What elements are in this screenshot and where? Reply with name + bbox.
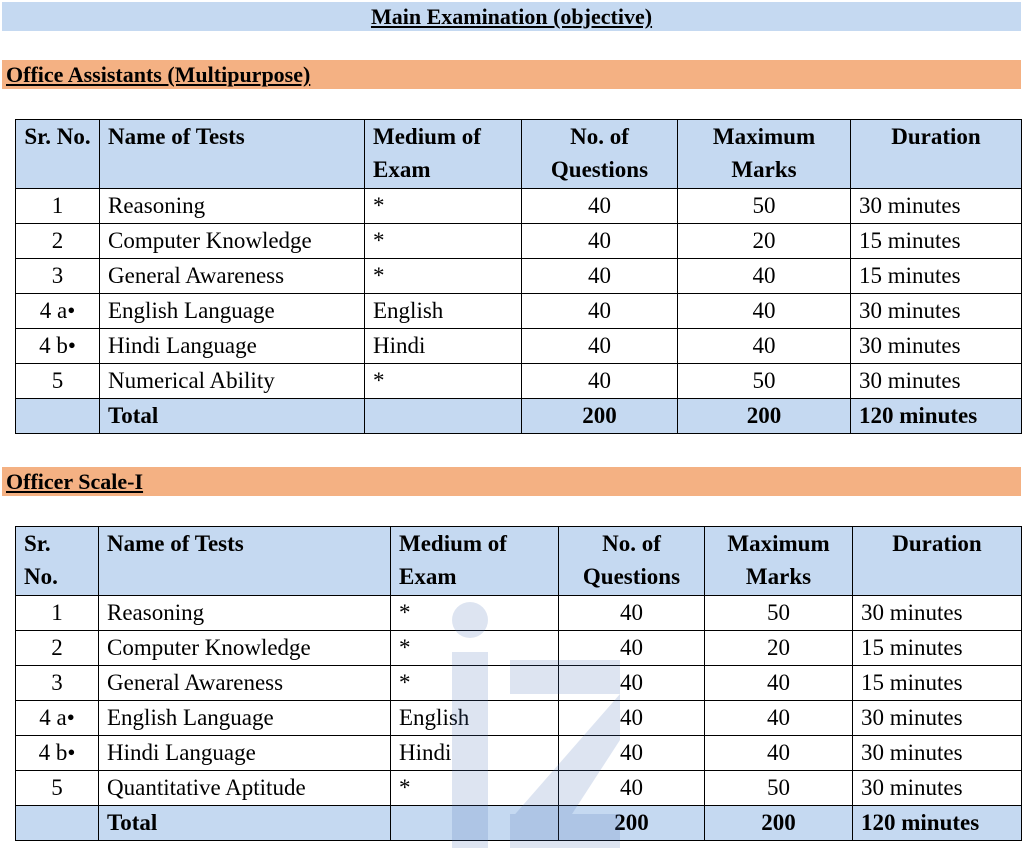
cell-test-name: Reasoning [100, 189, 365, 224]
header-medium-of-exam: Medium of Exam [365, 120, 522, 189]
cell-medium: * [365, 224, 522, 259]
total-label: Total [99, 806, 391, 841]
cell-duration: 30 minutes [853, 736, 1022, 771]
cell-marks: 20 [705, 631, 853, 666]
cell-marks: 50 [705, 596, 853, 631]
cell-test-name: Hindi Language [100, 329, 365, 364]
cell-questions: 40 [559, 736, 705, 771]
cell-sr-no: 4 b• [16, 736, 99, 771]
table-row [16, 736, 1022, 771]
cell-sr-no: 5 [16, 364, 100, 399]
total-marks: 200 [678, 399, 851, 434]
cell-medium: * [391, 666, 559, 701]
cell-test-name: Computer Knowledge [100, 224, 365, 259]
main-title [2, 2, 1021, 31]
total-row [16, 399, 1022, 434]
total-row [16, 806, 1022, 841]
cell-questions: 40 [559, 631, 705, 666]
cell-questions: 40 [559, 596, 705, 631]
cell-test-name: Quantitative Aptitude [99, 771, 391, 806]
cell-test-name: Reasoning [99, 596, 391, 631]
total-medium [365, 399, 522, 434]
total-sr-no [16, 399, 100, 434]
cell-sr-no: 4 a• [16, 294, 100, 329]
cell-duration: 30 minutes [853, 701, 1022, 736]
cell-test-name: English Language [100, 294, 365, 329]
cell-marks: 50 [678, 189, 851, 224]
cell-test-name: Numerical Ability [100, 364, 365, 399]
main-title-text: Main Examination (objective) [370, 4, 653, 29]
total-questions: 200 [559, 806, 705, 841]
cell-medium: * [391, 631, 559, 666]
cell-marks: 40 [705, 701, 853, 736]
header-name-of-tests: Name of Tests [100, 120, 365, 189]
cell-sr-no: 3 [16, 259, 100, 294]
cell-test-name: General Awareness [99, 666, 391, 701]
cell-sr-no: 2 [16, 224, 100, 259]
header-duration: Duration [853, 527, 1022, 596]
cell-questions: 40 [522, 259, 678, 294]
total-duration: 120 minutes [851, 399, 1022, 434]
office-assistants-table [15, 119, 1022, 434]
cell-test-name: Computer Knowledge [99, 631, 391, 666]
cell-sr-no: 4 a• [16, 701, 99, 736]
cell-test-name: General Awareness [100, 259, 365, 294]
table-row [16, 224, 1022, 259]
total-questions: 200 [522, 399, 678, 434]
cell-marks: 20 [678, 224, 851, 259]
header-duration: Duration [851, 120, 1022, 189]
section-title-officer-scale-1 [2, 467, 1021, 496]
header-no-of-questions: No. of Questions [559, 527, 705, 596]
cell-questions: 40 [522, 364, 678, 399]
section-title-text: Office Assistants (Multipurpose) [6, 62, 311, 87]
cell-sr-no: 4 b• [16, 329, 100, 364]
cell-test-name: Hindi Language [99, 736, 391, 771]
header-maximum-marks: Maximum Marks [678, 120, 851, 189]
cell-marks: 40 [678, 294, 851, 329]
header-sr-no: Sr. No. [16, 120, 100, 189]
section-title-office-assistants [2, 60, 1021, 89]
cell-duration: 30 minutes [853, 771, 1022, 806]
header-no-of-questions: No. of Questions [522, 120, 678, 189]
cell-marks: 40 [705, 736, 853, 771]
cell-medium: English [365, 294, 522, 329]
cell-duration: 30 minutes [851, 294, 1022, 329]
cell-duration: 30 minutes [851, 329, 1022, 364]
table-header-row [16, 120, 1022, 189]
table-row [16, 701, 1022, 736]
cell-duration: 30 minutes [851, 189, 1022, 224]
cell-duration: 15 minutes [853, 631, 1022, 666]
table-row [16, 771, 1022, 806]
total-label: Total [100, 399, 365, 434]
cell-marks: 40 [705, 666, 853, 701]
cell-sr-no: 1 [16, 189, 100, 224]
table-header-row [16, 527, 1022, 596]
cell-questions: 40 [559, 666, 705, 701]
table-row [16, 631, 1022, 666]
header-sr-no: Sr. No. [16, 527, 99, 596]
table-row [16, 666, 1022, 701]
cell-medium: * [391, 596, 559, 631]
cell-marks: 50 [705, 771, 853, 806]
cell-sr-no: 2 [16, 631, 99, 666]
cell-medium: * [365, 189, 522, 224]
cell-questions: 40 [522, 224, 678, 259]
header-name-of-tests: Name of Tests [99, 527, 391, 596]
cell-medium: Hindi [391, 736, 559, 771]
cell-duration: 15 minutes [851, 224, 1022, 259]
table-row [16, 596, 1022, 631]
cell-marks: 40 [678, 329, 851, 364]
header-medium-of-exam: Medium of Exam [391, 527, 559, 596]
table-row [16, 329, 1022, 364]
cell-questions: 40 [522, 329, 678, 364]
cell-medium: Hindi [365, 329, 522, 364]
cell-duration: 30 minutes [851, 364, 1022, 399]
cell-duration: 15 minutes [853, 666, 1022, 701]
cell-questions: 40 [559, 701, 705, 736]
table-row [16, 294, 1022, 329]
table-row [16, 259, 1022, 294]
cell-test-name: English Language [99, 701, 391, 736]
cell-questions: 40 [522, 189, 678, 224]
cell-duration: 15 minutes [851, 259, 1022, 294]
total-marks: 200 [705, 806, 853, 841]
section-title-text: Officer Scale-I [6, 469, 144, 494]
table-row [16, 364, 1022, 399]
cell-sr-no: 5 [16, 771, 99, 806]
cell-medium: English [391, 701, 559, 736]
header-maximum-marks: Maximum Marks [705, 527, 853, 596]
table-row [16, 189, 1022, 224]
cell-duration: 30 minutes [853, 596, 1022, 631]
cell-medium: * [391, 771, 559, 806]
cell-questions: 40 [559, 771, 705, 806]
total-sr-no [16, 806, 99, 841]
total-medium [391, 806, 559, 841]
cell-medium: * [365, 259, 522, 294]
cell-marks: 50 [678, 364, 851, 399]
cell-questions: 40 [522, 294, 678, 329]
cell-sr-no: 1 [16, 596, 99, 631]
total-duration: 120 minutes [853, 806, 1022, 841]
cell-sr-no: 3 [16, 666, 99, 701]
cell-medium: * [365, 364, 522, 399]
cell-marks: 40 [678, 259, 851, 294]
officer-scale-1-table [15, 526, 1022, 841]
